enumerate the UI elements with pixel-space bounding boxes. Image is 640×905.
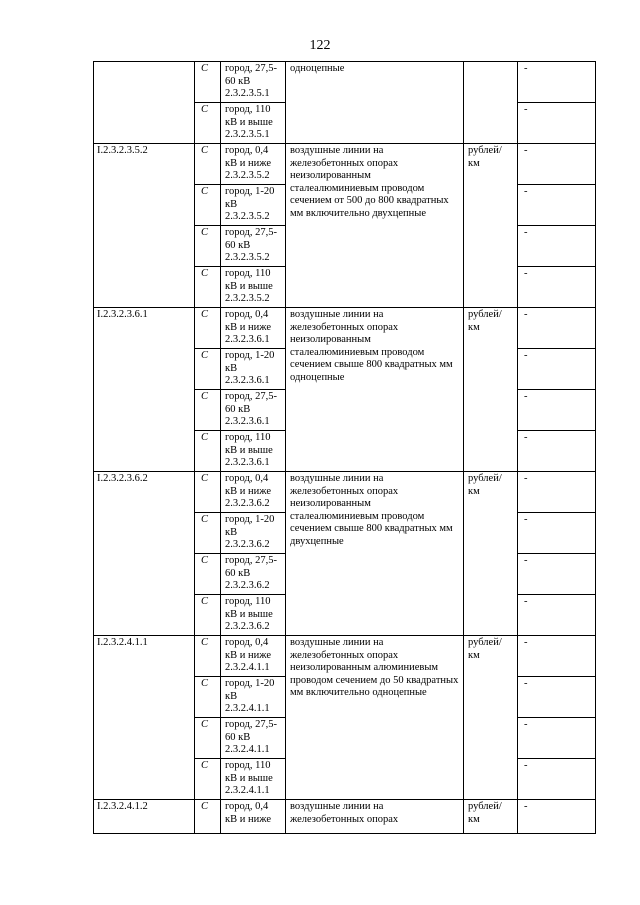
territory-letter-cell: С	[195, 595, 221, 636]
unit-cell: рублей/ км	[464, 636, 518, 800]
territory-voltage-cell: город, 1-20 кВ 2.3.2.3.6.1	[221, 349, 286, 390]
territory-voltage-cell: город, 110 кВ и выше 2.3.2.3.6.2	[221, 595, 286, 636]
unit-cell: рублей/ км	[464, 800, 518, 834]
row-code-cell: I.2.3.2.3.5.2	[94, 144, 195, 308]
territory-letter-cell: С	[195, 349, 221, 390]
territory-letter-cell: С	[195, 185, 221, 226]
line-description-cell: воздушные линии на железобетонных опорах неизолированным сталеалюминиевым проводом сечением свыше 800 квадратных мм одноцепные	[286, 308, 464, 472]
line-description-cell: воздушные линии на железобетонных опорах неизолированным сталеалюминиевым проводом сечением от 500 до 800 квадратных мм включительно двухцепные	[286, 144, 464, 308]
territory-voltage-cell: город, 110 кВ и выше 2.3.2.3.5.2	[221, 267, 286, 308]
value-cell: -	[518, 677, 596, 718]
tariff-table	[93, 61, 596, 834]
row-code-cell: I.2.3.2.4.1.1	[94, 636, 195, 800]
value-cell: -	[518, 431, 596, 472]
value-cell: -	[518, 472, 596, 513]
territory-voltage-cell: город, 27,5-60 кВ 2.3.2.3.6.2	[221, 554, 286, 595]
value-cell: -	[518, 718, 596, 759]
territory-letter-cell: С	[195, 759, 221, 800]
row-code-cell	[94, 62, 195, 144]
territory-voltage-cell: город, 110 кВ и выше 2.3.2.3.5.1	[221, 103, 286, 144]
territory-voltage-cell: город, 1-20 кВ 2.3.2.3.6.2	[221, 513, 286, 554]
value-cell: -	[518, 185, 596, 226]
row-code-cell: I.2.3.2.4.1.2	[94, 800, 195, 834]
territory-letter-cell: С	[195, 636, 221, 677]
table-row	[94, 472, 596, 513]
value-cell: -	[518, 800, 596, 834]
line-description-cell: воздушные линии на железобетонных опорах неизолированным алюминиевым проводом сечением до 50 квадратных мм включительно одноцепные	[286, 636, 464, 800]
unit-cell: рублей/ км	[464, 472, 518, 636]
value-cell: -	[518, 513, 596, 554]
line-description-cell: воздушные линии на железобетонных опорах неизолированным сталеалюминиевым проводом сечением свыше 800 квадратных мм двухцепные	[286, 472, 464, 636]
value-cell: -	[518, 759, 596, 800]
territory-letter-cell: С	[195, 677, 221, 718]
value-cell: -	[518, 62, 596, 103]
territory-letter-cell: С	[195, 267, 221, 308]
line-description-cell: одноцепные	[286, 62, 464, 144]
table-row	[94, 144, 596, 185]
value-cell: -	[518, 554, 596, 595]
territory-letter-cell: С	[195, 431, 221, 472]
territory-voltage-cell: город, 0,4 кВ и ниже 2.3.2.4.1.1	[221, 636, 286, 677]
territory-letter-cell: С	[195, 308, 221, 349]
territory-letter-cell: С	[195, 144, 221, 185]
territory-voltage-cell: город, 0,4 кВ и ниже 2.3.2.3.5.2	[221, 144, 286, 185]
territory-voltage-cell: город, 0,4 кВ и ниже 2.3.2.3.6.2	[221, 472, 286, 513]
territory-voltage-cell: город, 27,5-60 кВ 2.3.2.4.1.1	[221, 718, 286, 759]
table-row	[94, 308, 596, 349]
territory-voltage-cell: город, 27,5-60 кВ 2.3.2.3.5.2	[221, 226, 286, 267]
territory-letter-cell: С	[195, 226, 221, 267]
unit-cell: рублей/ км	[464, 308, 518, 472]
page-number: 122	[309, 38, 331, 53]
territory-letter-cell: С	[195, 554, 221, 595]
territory-letter-cell: С	[195, 472, 221, 513]
territory-letter-cell: С	[195, 103, 221, 144]
territory-letter-cell: С	[195, 390, 221, 431]
territory-letter-cell: С	[195, 718, 221, 759]
territory-voltage-cell: город, 1-20 кВ 2.3.2.3.5.2	[221, 185, 286, 226]
row-code-cell: I.2.3.2.3.6.1	[94, 308, 195, 472]
table-row	[94, 800, 596, 834]
value-cell: -	[518, 103, 596, 144]
territory-voltage-cell: город, 110 кВ и выше 2.3.2.4.1.1	[221, 759, 286, 800]
value-cell: -	[518, 390, 596, 431]
territory-letter-cell: С	[195, 513, 221, 554]
unit-cell: рублей/ км	[464, 144, 518, 308]
table-row	[94, 636, 596, 677]
territory-voltage-cell: город, 0,4 кВ и ниже 2.3.2.3.6.1	[221, 308, 286, 349]
territory-voltage-cell: город, 1-20 кВ 2.3.2.4.1.1	[221, 677, 286, 718]
value-cell: -	[518, 226, 596, 267]
value-cell: -	[518, 595, 596, 636]
value-cell: -	[518, 308, 596, 349]
row-code-cell: I.2.3.2.3.6.2	[94, 472, 195, 636]
territory-letter-cell: С	[195, 62, 221, 103]
value-cell: -	[518, 636, 596, 677]
line-description-cell: воздушные линии на железобетонных опорах	[286, 800, 464, 834]
territory-letter-cell: С	[195, 800, 221, 834]
value-cell: -	[518, 144, 596, 185]
territory-voltage-cell: город, 110 кВ и выше 2.3.2.3.6.1	[221, 431, 286, 472]
territory-voltage-cell: город, 27,5-60 кВ 2.3.2.3.6.1	[221, 390, 286, 431]
tariff-table-body	[94, 62, 596, 834]
table-row	[94, 62, 596, 103]
territory-voltage-cell: город, 0,4 кВ и ниже	[221, 800, 286, 834]
value-cell: -	[518, 267, 596, 308]
territory-voltage-cell: город, 27,5-60 кВ 2.3.2.3.5.1	[221, 62, 286, 103]
unit-cell	[464, 62, 518, 144]
value-cell: -	[518, 349, 596, 390]
